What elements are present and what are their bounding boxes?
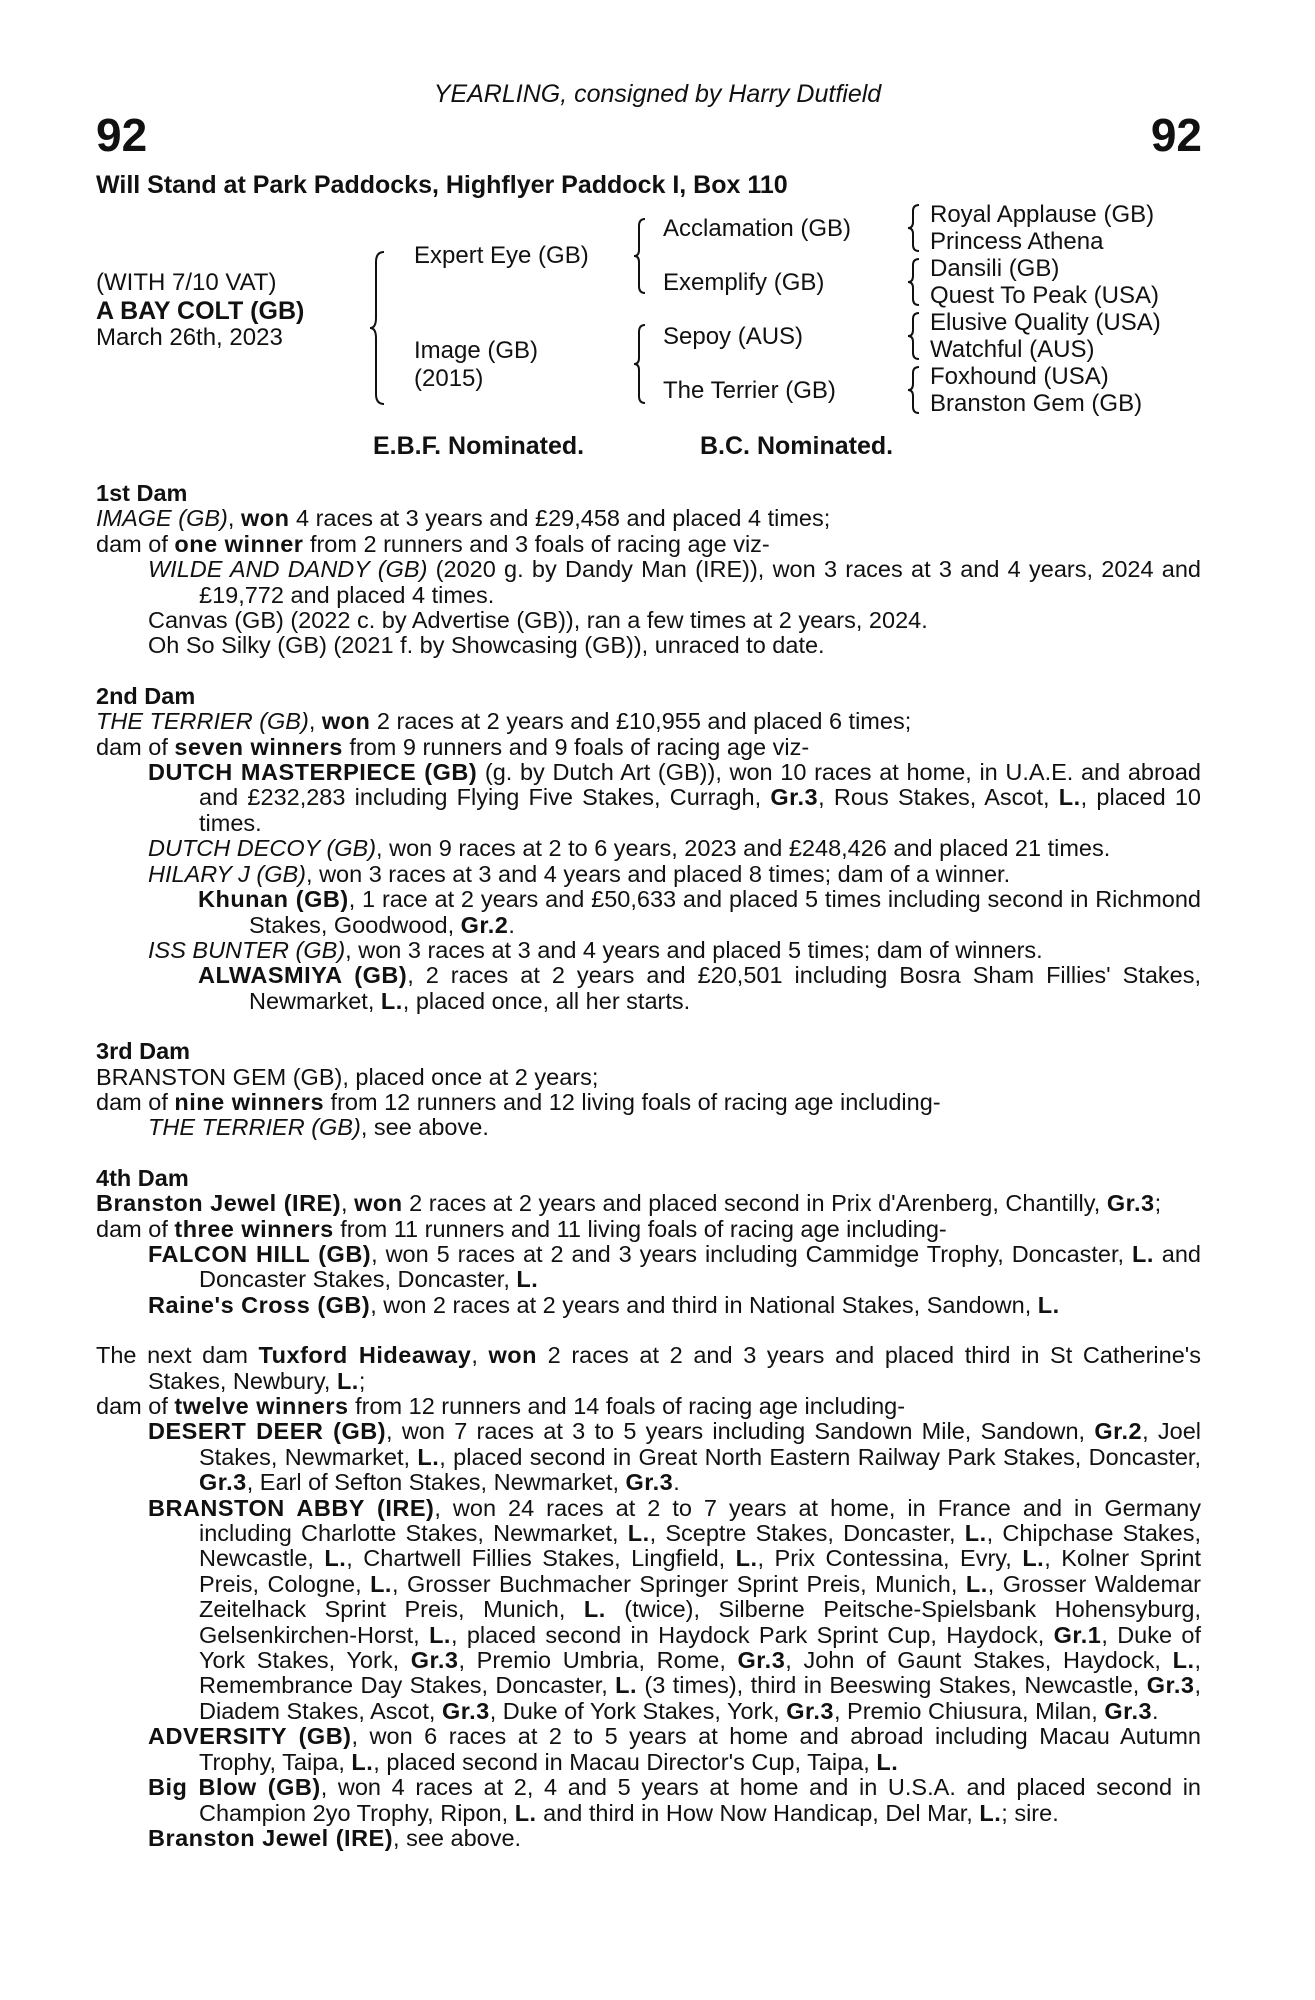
pedigree-brace-sire	[632, 216, 648, 296]
sire-sire: Acclamation (GB)	[663, 215, 852, 242]
granddam-4: Branston Gem (GB)	[930, 390, 1143, 417]
grandsire-2: Dansili (GB)	[930, 255, 1060, 282]
vat-note: (WITH 7/10 VAT)	[96, 269, 277, 296]
dam-produce-summary: dam of three winners from 11 runners and 11 living foals of racing age including-	[96, 1215, 947, 1242]
produce-entry: DUTCH MASTERPIECE (GB) (g. by Dutch Art (GB)), won 10 races at home, in U.A.E. and abroad and £232,283 including Flying Five Stakes, Curragh, Gr.3, Rous Stakes, Ascot, L., placed 10 times.	[148, 759, 1202, 836]
pedigree-brace-g1	[906, 202, 922, 254]
dam: Image (GB)	[414, 337, 539, 364]
produce-entry: Branston Jewel (IRE), see above.	[148, 1824, 522, 1851]
consignment-line: YEARLING, consigned by Harry Dutfield	[433, 80, 882, 108]
sire: Expert Eye (GB)	[414, 242, 589, 269]
pedigree-brace-dam	[632, 322, 648, 406]
produce-entry: Canvas (GB) (2022 c. by Advertise (GB)), ran a few times at 2 years, 2024.	[148, 607, 928, 634]
lot-number-left: 92	[96, 109, 148, 161]
dam-record: IMAGE (GB), won 4 races at 3 years and £29,458 and placed 4 times;	[96, 505, 831, 532]
dam-produce-summary: dam of twelve winners from 12 runners and 14 foals of racing age including-	[96, 1393, 906, 1419]
produce-entry: Raine's Cross (GB), won 2 races at 2 years and third in National Stakes, Sandown, L.	[148, 1291, 1060, 1318]
pedigree-brace-main	[368, 248, 388, 408]
dam-year: (2015)	[414, 365, 484, 392]
dam-record: The next dam Tuxford Hideaway, won 2 races at 2 and 3 years and placed third in St Catherine's Stakes, Newbury, L.;	[96, 1342, 1201, 1394]
section-heading: 4th Dam	[96, 1164, 189, 1191]
section-heading: 1st Dam	[96, 480, 188, 506]
produce-entry: Big Blow (GB), won 4 races at 2, 4 and 5 years at home and in U.S.A. and placed second in Champion 2yo Trophy, Ripon, L. and third in How Now Handicap, Del Mar, L.; sire.	[148, 1774, 1201, 1826]
produce-entry: FALCON HILL (GB), won 5 races at 2 and 3 years including Cammidge Trophy, Doncaster, L. and Doncaster Stakes, Doncaster, L.	[148, 1240, 1201, 1293]
section-heading: 2nd Dam	[96, 682, 196, 709]
pedigree-brace-g4	[906, 364, 922, 416]
produce-entry: THE TERRIER (GB), see above.	[148, 1114, 489, 1141]
dam-produce-summary: dam of nine winners from 12 runners and 12 living foals of racing age including-	[96, 1088, 941, 1115]
dam-dam: The Terrier (GB)	[663, 377, 836, 404]
third-dam-section	[96, 1039, 1201, 1141]
next-dam-section	[96, 1343, 1201, 1851]
produce-entry: Khunan (GB), 1 race at 2 years and £50,633 and placed 5 times including second in Richmond Stakes, Goodwood, Gr.2.	[198, 886, 1202, 938]
produce-entry: ALWASMIYA (GB), 2 races at 2 years and £20,501 including Bosra Sham Fillies' Stakes, Newmarket, L., placed once, all her starts.	[198, 962, 1201, 1014]
first-dam-section	[96, 481, 1201, 659]
stand-location: Will Stand at Park Paddocks, Highflyer Paddock I, Box 110	[96, 171, 788, 199]
foaling-date: March 26th, 2023	[96, 324, 283, 351]
dam-record: THE TERRIER (GB), won 2 races at 2 years and £10,955 and placed 6 times;	[96, 708, 912, 735]
produce-entry: HILARY J (GB), won 3 races at 3 and 4 years and placed 8 times; dam of a winner.	[148, 860, 1011, 887]
sire-dam: Exemplify (GB)	[663, 269, 825, 296]
granddam-3: Watchful (AUS)	[930, 336, 1095, 363]
grandsire-3: Elusive Quality (USA)	[930, 309, 1161, 336]
bc-nomination: B.C. Nominated.	[700, 432, 894, 460]
pedigree-brace-g2	[906, 256, 922, 308]
produce-entry: BRANSTON ABBY (IRE), won 24 races at 2 to 7 years at home, in France and in Germany including Charlotte Stakes, Newmarket, L., Sceptre Stakes, Doncaster, L., Chipchase Stakes, Newcastle, L., Chartwell Fillies Stakes, Lingfield, L., Prix Contessina, Evry, L., Kolner Sprint Preis, Cologne, L., Grosser Buchmacher Springer Sprint Preis, Munich, L., Grosser Waldemar Zeitelhack Sprint Preis, Munich, L. (twice), Silberne Peitsche-Spielsbank Hohensyburg, Gelsenkirchen-Horst, L., placed second in Haydock Park Sprint Cup, Haydock, Gr.1, Duke of York Stakes, York, Gr.3, Premio Umbria, Rome, Gr.3, John of Gaunt Stakes, Haydock, L., Remembrance Day Stakes, Doncaster, L. (3 times), third in Beeswing Stakes, Newcastle, Gr.3, Diadem Stakes, Ascot, Gr.3, Duke of York Stakes, York, Gr.3, Premio Chiusura, Milan, Gr.3.	[148, 1494, 1202, 1724]
section-heading: 3rd Dam	[96, 1038, 191, 1065]
dam-record: BRANSTON GEM (GB), placed once at 2 years;	[96, 1063, 599, 1090]
horse-name: A BAY COLT (GB)	[96, 297, 305, 325]
dam-produce-summary: dam of seven winners from 9 runners and 9 foals of racing age viz-	[96, 733, 810, 760]
produce-entry: WILDE AND DANDY (GB) (2020 g. by Dandy Man (IRE)), won 3 races at 3 and 4 years, 2024 and £19,772 and placed 4 times.	[148, 556, 1202, 608]
lot-number-right: 92	[1150, 109, 1202, 161]
produce-entry: DESERT DEER (GB), won 7 races at 3 to 5 years including Sandown Mile, Sandown, Gr.2, Joel Stakes, Newmarket, L., placed second in Great North Eastern Railway Park Stakes, Doncaster, Gr.3, Earl of Sefton Stakes, Newmarket, Gr.3.	[148, 1418, 1201, 1496]
dam-record: Branston Jewel (IRE), won 2 races at 2 years and placed second in Prix d'Arenberg, Chantilly, Gr.3;	[96, 1190, 1162, 1217]
grandsire-4: Foxhound (USA)	[930, 363, 1109, 390]
dam-sire: Sepoy (AUS)	[663, 323, 804, 350]
grandsire-1: Royal Applause (GB)	[930, 201, 1155, 228]
granddam-2: Quest To Peak (USA)	[930, 282, 1159, 309]
granddam-1: Princess Athena	[930, 228, 1104, 255]
pedigree-notes	[96, 481, 1201, 1851]
dam-produce-summary: dam of one winner from 2 runners and 3 foals of racing age viz-	[96, 530, 770, 557]
produce-entry: ADVERSITY (GB), won 6 races at 2 to 5 years at home and abroad including Macau Autumn Trophy, Taipa, L., placed second in Macau Director's Cup, Taipa, L.	[148, 1723, 1202, 1775]
produce-entry: DUTCH DECOY (GB), won 9 races at 2 to 6 years, 2023 and £248,426 and placed 21 times.	[148, 835, 1111, 862]
produce-entry: ISS BUNTER (GB), won 3 races at 3 and 4 years and placed 5 times; dam of winners.	[148, 936, 1043, 963]
pedigree-brace-g3	[906, 310, 922, 362]
second-dam-section	[96, 684, 1201, 1014]
produce-entry: Oh So Silky (GB) (2021 f. by Showcasing (GB)), unraced to date.	[148, 632, 825, 659]
fourth-dam-section	[96, 1166, 1201, 1318]
ebf-nomination: E.B.F. Nominated.	[373, 432, 585, 460]
